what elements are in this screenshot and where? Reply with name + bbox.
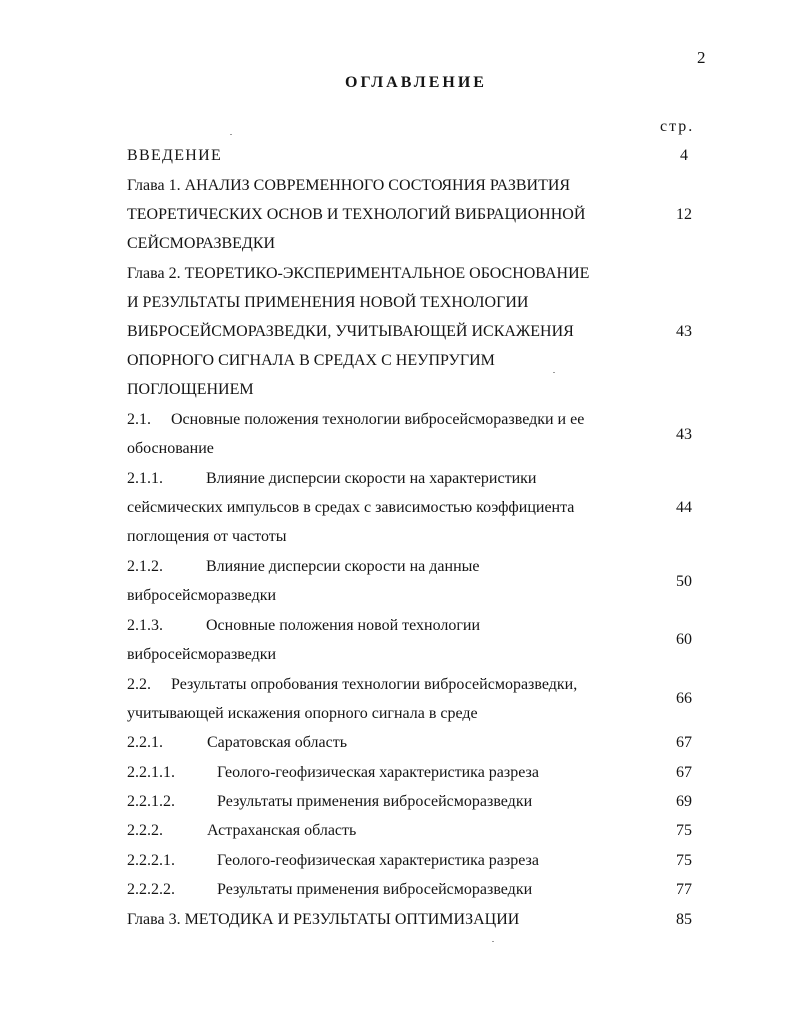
toc-entry-line: [127, 557, 480, 577]
toc-entry-line: ВИБРОСЕЙСМОРАЗВЕДКИ, УЧИТЫВАЮЩЕЙ ИСКАЖЕНИЯ: [127, 323, 574, 340]
toc-entry-line: И РЕЗУЛЬТАТЫ ПРИМЕНЕНИЯ НОВОЙ ТЕХНОЛОГИИ: [127, 294, 529, 311]
toc-entry-title: ВВЕДЕНИЕ: [127, 147, 223, 164]
toc-entry-line: СЕЙСМОРАЗВЕДКИ: [127, 235, 276, 252]
toc-entry-line: [127, 733, 347, 753]
toc-entry-line: ОПОРНОГО СИГНАЛА В СРЕДАХ С НЕУПРУГИМ: [127, 352, 495, 369]
toc-entry-line: Глава 3. МЕТОДИКА И РЕЗУЛЬТАТЫ ОПТИМИЗАЦИИ: [127, 911, 520, 928]
toc-entry-line: [127, 792, 532, 812]
toc-entry-line: Глава 2. ТЕОРЕТИКО-ЭКСПЕРИМЕНТАЛЬНОЕ ОБОСНОВАНИЕ: [127, 265, 590, 282]
toc-entry-page: 60: [676, 631, 692, 648]
toc-entry-number: 2.1.: [127, 411, 151, 428]
toc-entry-line: [127, 616, 480, 636]
toc-entry-line: Глава 1. АНАЛИЗ СОВРЕМЕННОГО СОСТОЯНИЯ РАЗВИТИЯ: [127, 177, 571, 194]
toc-entry-number: 2.1.2.: [127, 558, 163, 575]
toc-entry-number: 2.2.2.1.: [127, 852, 175, 869]
scan-speck: [492, 941, 494, 942]
page-number: 2: [697, 48, 706, 67]
toc-entry-text: Результаты применения вибросейсморазведки: [217, 793, 533, 810]
toc-entry-text: Результаты опробования технологии вибросейсморазведки,: [171, 676, 578, 693]
page-column-label: стр.: [660, 118, 695, 135]
toc-entry-text: Результаты применения вибросейсморазведки: [217, 881, 533, 898]
toc-entry-text: Саратовская область: [207, 734, 348, 751]
toc-entry-line: ТЕОРЕТИЧЕСКИХ ОСНОВ И ТЕХНОЛОГИЙ ВИБРАЦИОННОЙ: [127, 206, 586, 223]
toc-entry-page: 66: [676, 690, 692, 707]
toc-entry-text: Основные положения новой технологии: [206, 617, 481, 634]
toc-entry-number: 2.1.3.: [127, 617, 163, 634]
toc-entry-line: поглощения от частоты: [127, 528, 287, 545]
toc-entry-text: Геолого-геофизическая характеристика разреза: [217, 852, 539, 869]
toc-entry-number: 2.1.1.: [127, 470, 163, 487]
page-title: ОГЛАВЛЕНИЕ: [345, 74, 487, 91]
toc-entry-page: 75: [676, 822, 692, 839]
toc-entry-line: [127, 410, 584, 430]
toc-entry-page: 67: [676, 734, 692, 751]
toc-entry-page: 69: [676, 793, 692, 810]
toc-entry-line: вибросейсморазведки: [127, 587, 277, 604]
toc-entry-number: 2.2.1.2.: [127, 793, 175, 810]
toc-entry-page: 85: [676, 911, 692, 928]
toc-entry-page: 67: [676, 764, 692, 781]
toc-entry-page: 43: [676, 426, 692, 443]
toc-entry-line: обоснование: [127, 440, 214, 457]
toc-entry-line: [127, 851, 539, 871]
toc-entry-text: Основные положения технологии вибросейсморазведки и ее: [171, 411, 585, 428]
toc-entry-line: [127, 880, 532, 900]
toc-entry-line: [127, 469, 536, 489]
toc-entry-number: 2.2.2.: [127, 822, 163, 839]
toc-entry-page: 50: [676, 573, 692, 590]
scan-speck: [230, 134, 232, 135]
toc-entry-text: Влияние дисперсии скорости на характеристики: [206, 470, 537, 487]
scan-speck: [553, 372, 555, 373]
toc-entry-text: Астраханская область: [207, 822, 357, 839]
toc-entry-line: [127, 675, 577, 695]
toc-entry-number: 2.2.2.2.: [127, 881, 175, 898]
toc-entry-page: 12: [676, 206, 692, 223]
toc-entry-page: 4: [680, 147, 688, 164]
toc-entry-number: 2.2.1.: [127, 734, 163, 751]
toc-entry-text: Влияние дисперсии скорости на данные: [206, 558, 480, 575]
toc-entry-page: 77: [676, 881, 692, 898]
toc-entry-line: [127, 821, 356, 841]
toc-entry-number: 2.2.: [127, 676, 151, 693]
toc-entry-line: [127, 763, 539, 783]
toc-entry-page: 44: [676, 499, 692, 516]
toc-entry-line: вибросейсморазведки: [127, 646, 277, 663]
toc-entry-line: учитывающей искажения опорного сигнала в среде: [127, 705, 478, 722]
toc-entry-line: сейсмических импульсов в средах с зависимостью коэффициента: [127, 499, 575, 516]
toc-entry-text: Геолого-геофизическая характеристика разреза: [217, 764, 539, 781]
toc-entry-page: 75: [676, 852, 692, 869]
toc-entry-page: 43: [676, 323, 692, 340]
toc-entry-line: ПОГЛОЩЕНИЕМ: [127, 381, 254, 398]
toc-entry-number: 2.2.1.1.: [127, 764, 175, 781]
